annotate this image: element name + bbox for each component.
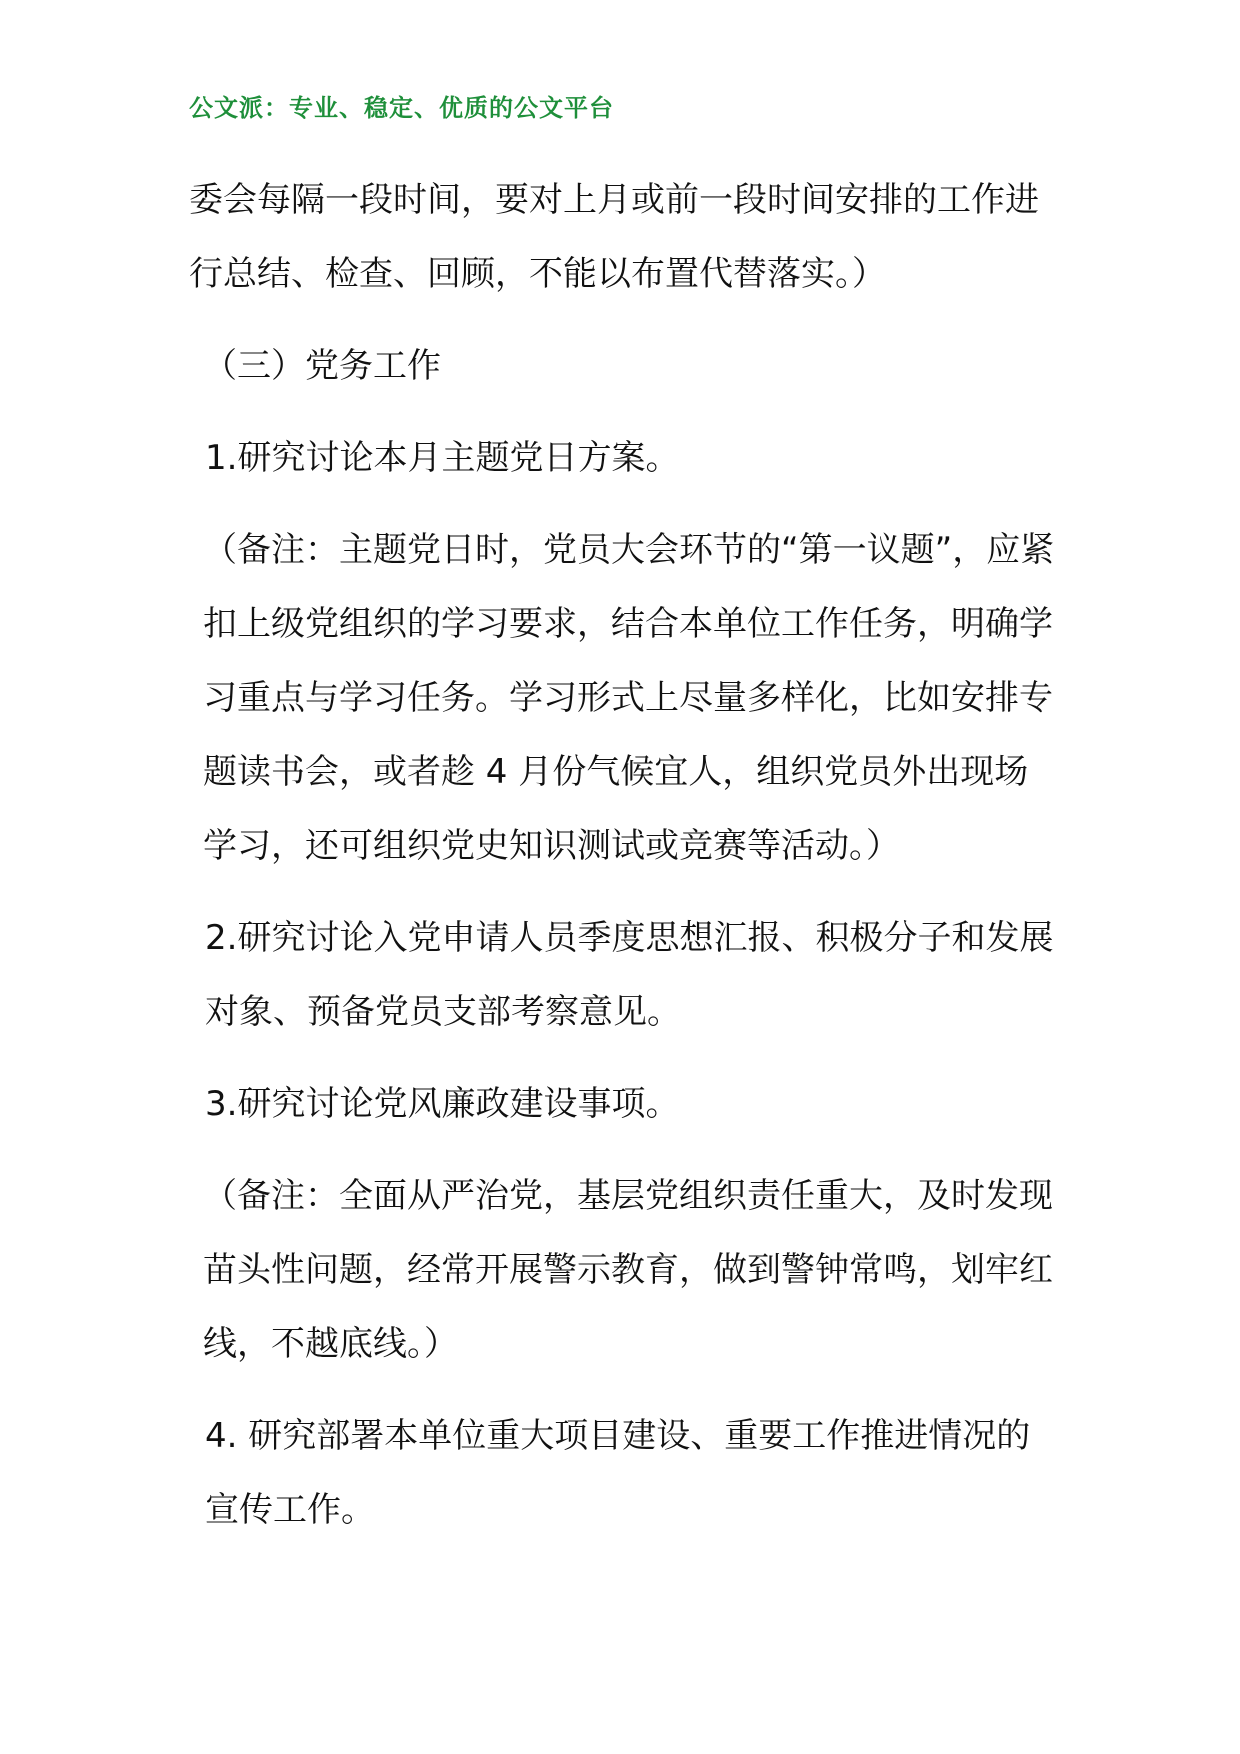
spacer <box>189 311 1061 329</box>
paragraph-1: 委会每隔一段时间，要对上月或前一段时间安排的工作进行总结、检查、回顾，不能以布置代替落实。） <box>189 180 1039 294</box>
paragraph-4: （备注：主题党日时，党员大会环节的“第一议题”，应紧扣上级党组织的学习要求，结合本单位工作任务，明确学习重点与学习任务。学习形式上尽量多样化，比如安排专题读书会，或者趁 4 月份气候宜人，组织党员外出现场学习，还可组织党史知识测试或竞赛等活动。） <box>203 530 1055 866</box>
spacer <box>189 1141 1061 1159</box>
paragraph-8: 4. 研究部署本单位重大项目建设、重要工作推进情况的宣传工作。 <box>205 1416 1031 1530</box>
paragraph-6: 3.研究讨论党风廉政建设事项。 <box>205 1084 680 1124</box>
page-header: 公文派：专业、稳定、优质的公文平台 <box>189 94 614 122</box>
document-body <box>189 163 1061 1547</box>
paragraph-5: 2.研究讨论入党申请人员季度思想汇报、积极分子和发展对象、预备党员支部考察意见。 <box>205 918 1054 1032</box>
spacer <box>189 495 1061 513</box>
paragraph-3: 1.研究讨论本月主题党日方案。 <box>205 438 680 478</box>
spacer <box>189 1049 1061 1067</box>
paragraph-7: （备注：全面从严治党，基层党组织责任重大，及时发现苗头性问题，经常开展警示教育，做到警钟常鸣，划牢红线，不越底线。） <box>203 1176 1053 1364</box>
section-heading: （三）党务工作 <box>203 346 441 386</box>
spacer <box>189 883 1061 901</box>
spacer <box>189 403 1061 421</box>
spacer <box>189 1381 1061 1399</box>
